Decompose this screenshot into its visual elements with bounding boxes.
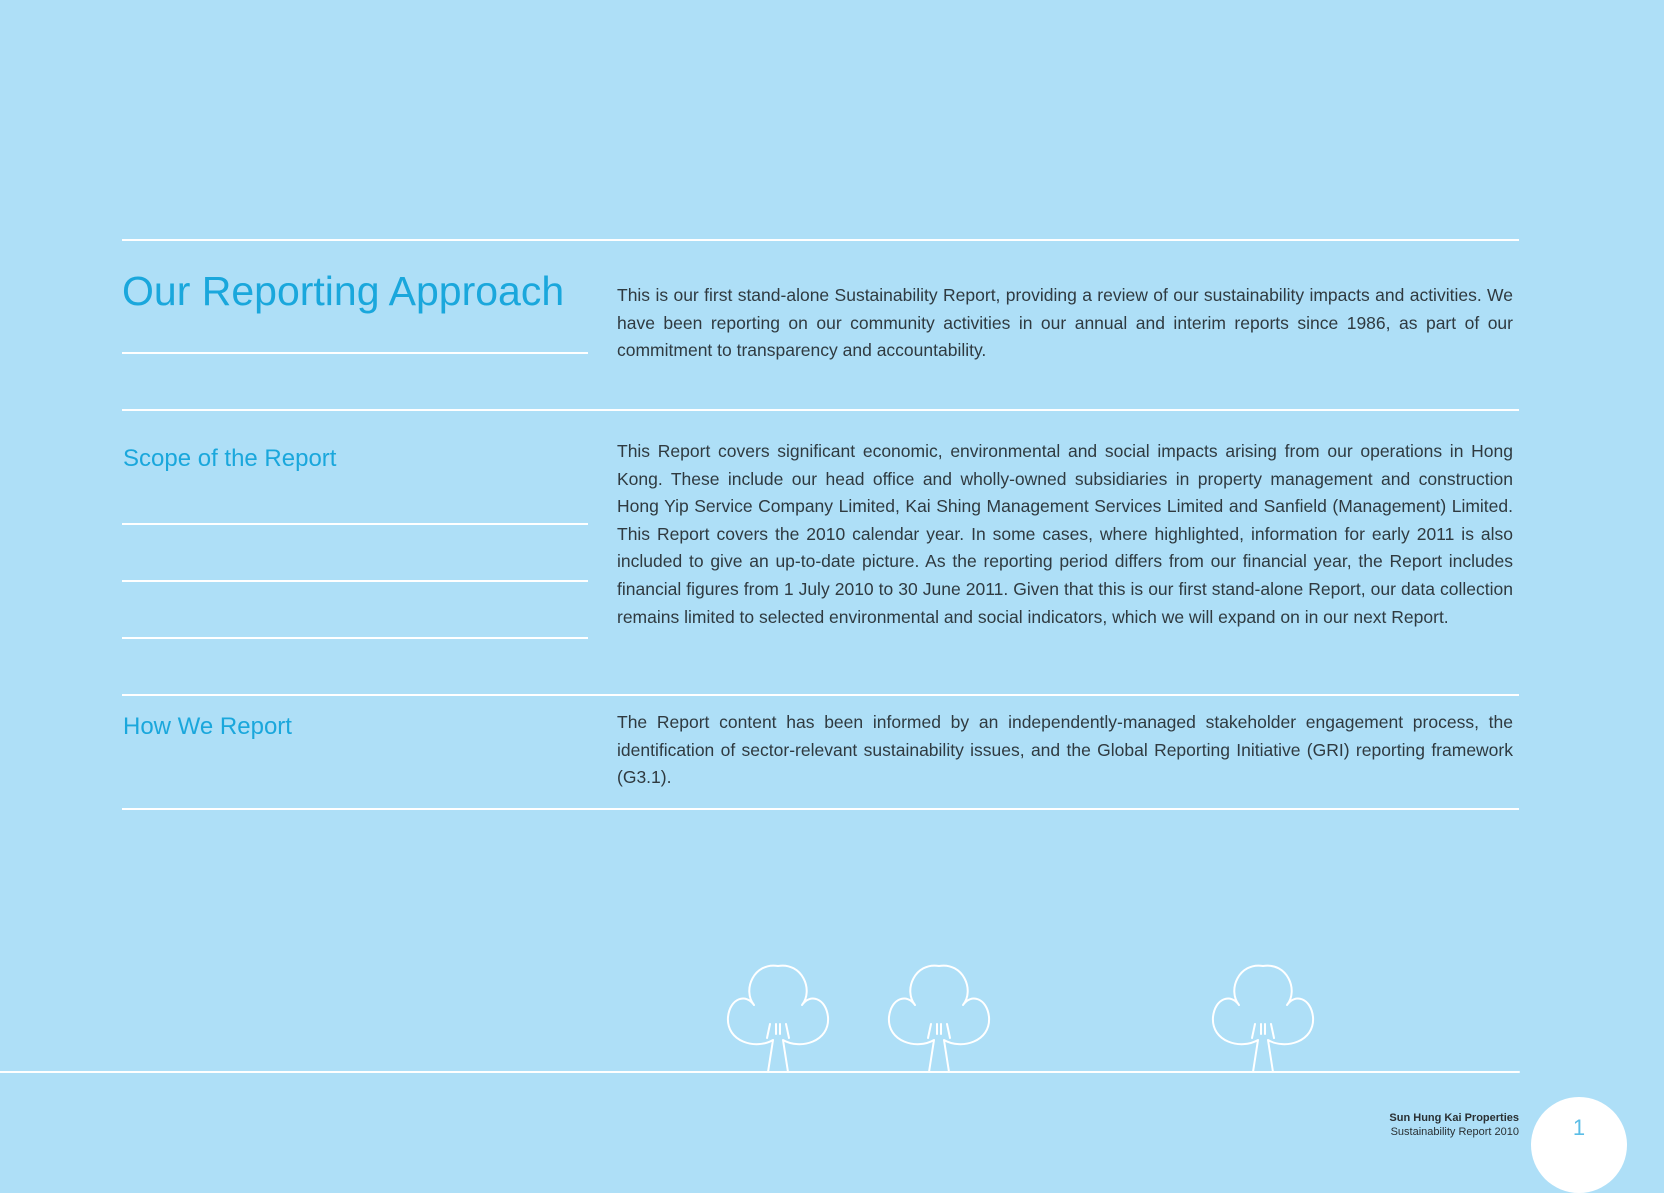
page-title: Our Reporting Approach	[122, 268, 565, 314]
page-number-badge	[1531, 1097, 1627, 1193]
how-we-report-heading: How We Report	[123, 713, 292, 740]
intro-paragraph: This is our first stand-alone Sustainability Report, providing a review of our sustainability impacts and activities. We have been reporting on our community activities in our annual and interim reports since 1986, as part of our commitment to transparency and accountability.	[617, 285, 1513, 361]
tree-icon	[1213, 966, 1313, 1072]
scope-heading: Scope of the Report	[123, 445, 337, 472]
how-we-report-paragraph: The Report content has been informed by an independently-managed stakeholder engagement process, the identification of sector-relevant sustainability issues, and the Global Reporting Initiative (GRI) reporting framework (G3.1).	[617, 712, 1513, 788]
page-number: 1	[1572, 1115, 1586, 1140]
tree-icon	[889, 966, 989, 1072]
scope-paragraph: This Report covers significant economic, environmental and social impacts arising from our operations in Hong Kong. These include our head office and wholly-owned subsidiaries in property management and construction Hong Yip Service Company Limited, Kai Shing Management Services Limited and Sanfield (Management) Limited. This Report covers the 2010 calendar year. In some cases, where highlighted, information for early 2011 is also included to give an up-to-date picture. As the reporting period differs from our financial year, the Report includes financial figures from 1 July 2010 to 30 June 2011. Given that this is our first stand-alone Report, our data collection remains limited to selected environmental and social indicators, which we will expand on in our next Report.	[617, 441, 1513, 627]
footer-report-name: Sustainability Report 2010	[1390, 1126, 1519, 1138]
tree-icon	[728, 966, 828, 1072]
footer-company-name: Sun Hung Kai Properties	[1389, 1112, 1519, 1124]
